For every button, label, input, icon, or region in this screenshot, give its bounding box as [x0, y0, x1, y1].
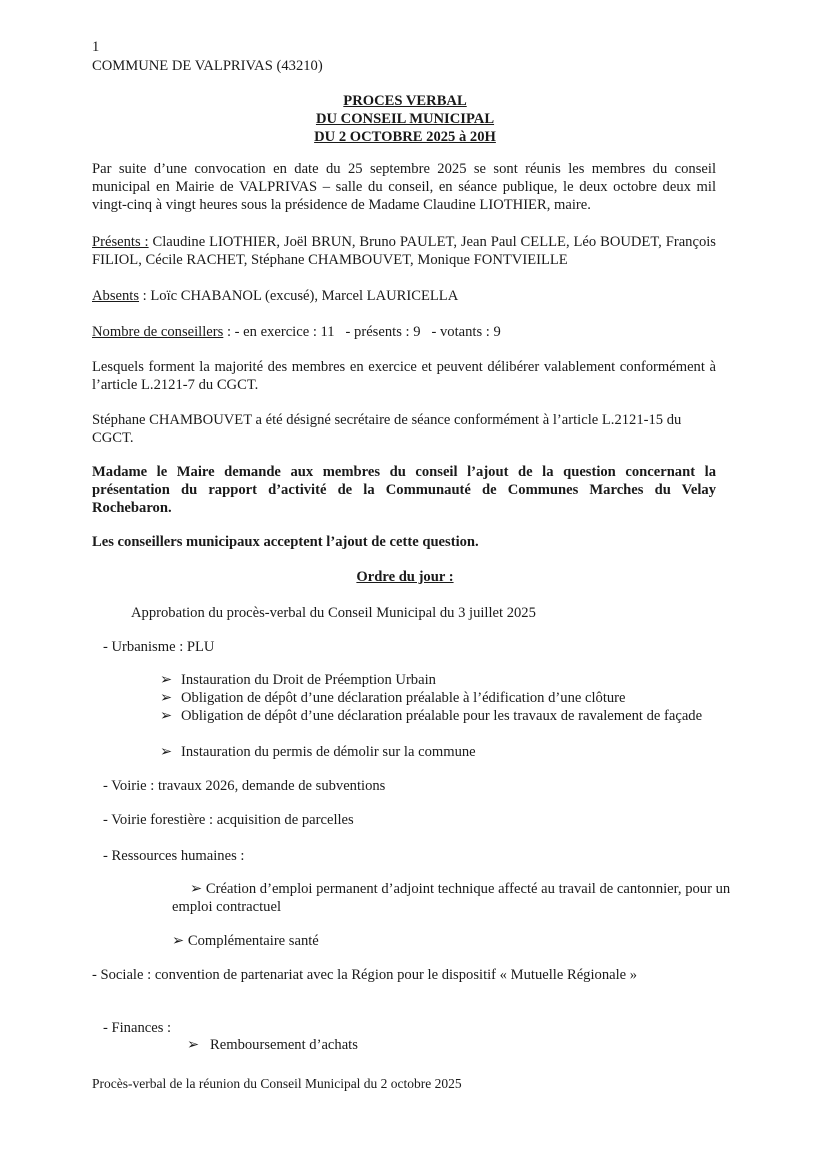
commune-header: COMMUNE DE VALPRIVAS (43210) — [92, 58, 323, 74]
agenda-voirie-forestiere: - Voirie forestière : acquisition de parcelles — [103, 812, 354, 828]
finances-item: Remboursement d’achats — [210, 1037, 358, 1053]
ressources-item-text: Complémentaire santé — [187, 933, 319, 949]
agenda-ressources: - Ressources humaines : — [103, 848, 245, 864]
presents-paragraph — [92, 233, 716, 269]
agenda-sociale: - Sociale : convention de partenariat avec la Région pour le dispositif « Mutuelle Régionale » — [92, 967, 638, 983]
presents-label: Présents : — [92, 234, 149, 250]
agenda-approbation: Approbation du procès-verbal du Conseil Municipal du 3 juillet 2025 — [131, 605, 536, 621]
urbanisme-item: Obligation de dépôt d’une déclaration préalable à l’édification d’une clôture — [181, 690, 626, 706]
arrow-bullet-icon: ➢ — [160, 744, 173, 760]
absents-label: Absents — [92, 288, 140, 304]
ajout-accepte-paragraph: Les conseillers municipaux acceptent l’ajout de cette question. — [92, 534, 479, 550]
arrow-bullet-icon: ➢ — [160, 708, 173, 724]
arrow-bullet-icon: ➢ — [172, 933, 185, 949]
agenda-voirie: - Voirie : travaux 2026, demande de subventions — [103, 778, 386, 794]
absents-list: : Loïc CHABANOL (excusé), Marcel LAURICELLA — [139, 288, 459, 304]
intro-paragraph: Par suite d’une convocation en date du 25 septembre 2025 se sont réunis les membres du conseil municipal en Mairie de VALPRIVAS – salle du conseil, en séance publique, le deux octobre deux mil vingt-cinq à vingt heures sous la présidence de Madame Claudine LIOTHIER, maire. — [92, 161, 716, 213]
ressources-item — [172, 932, 319, 950]
urbanisme-item: Instauration du Droit de Préemption Urbain — [181, 672, 436, 688]
page-number: 1 — [92, 39, 100, 55]
page-footer: Procès-verbal de la réunion du Conseil Municipal du 2 octobre 2025 — [92, 1076, 462, 1091]
arrow-bullet-icon: ➢ — [160, 690, 173, 706]
title-line-2: DU CONSEIL MUNICIPAL — [315, 111, 495, 127]
urbanisme-item: Instauration du permis de démolir sur la commune — [181, 744, 476, 760]
presents-list: Claudine LIOTHIER, Joël BRUN, Bruno PAULET, Jean Paul CELLE, Léo BOUDET, François FILIOL, Cécile RACHET, Stéphane CHAMBOUVET, Monique FONTVIEILLE — [92, 234, 716, 268]
ressources-item-text: Création d’emploi permanent d’adjoint technique affecté au travail de cantonnier, pour un emploi contractuel — [172, 881, 731, 915]
agenda-urbanisme: - Urbanisme : PLU — [103, 639, 215, 655]
secretaire-paragraph: Stéphane CHAMBOUVET a été désigné secrétaire de séance conformément à l’article L.2121-15 du CGCT. — [92, 412, 682, 446]
arrow-bullet-icon: ➢ — [187, 1037, 200, 1053]
title-line-1: PROCES VERBAL — [343, 93, 467, 109]
absents-paragraph — [92, 287, 716, 305]
nombre-values: : - en exercice : 11 - présents : 9 - votants : 9 — [223, 324, 501, 340]
majorite-paragraph: Lesquels forment la majorité des membres en exercice et peuvent délibérer valablement conformément à l’article L.2121-7 du CGCT. — [92, 359, 716, 393]
nombre-label: Nombre de conseillers — [92, 324, 224, 340]
agenda-finances: - Finances : — [103, 1020, 172, 1036]
nombre-paragraph — [92, 323, 716, 341]
ordre-du-jour-title: Ordre du jour : — [356, 569, 454, 585]
title-line-3: DU 2 OCTOBRE 2025 à 20H — [314, 129, 496, 145]
ajout-demande-paragraph: Madame le Maire demande aux membres du conseil l’ajout de la question concernant la présentation du rapport d’activité de la Communauté de Communes Marches du Velay Rochebaron. — [92, 464, 716, 516]
arrow-bullet-icon: ➢ — [160, 672, 173, 688]
urbanisme-item: Obligation de dépôt d’une déclaration préalable pour les travaux de ravalement de façade — [181, 708, 703, 724]
ressources-item — [172, 880, 732, 916]
arrow-bullet-icon: ➢ — [190, 881, 203, 897]
